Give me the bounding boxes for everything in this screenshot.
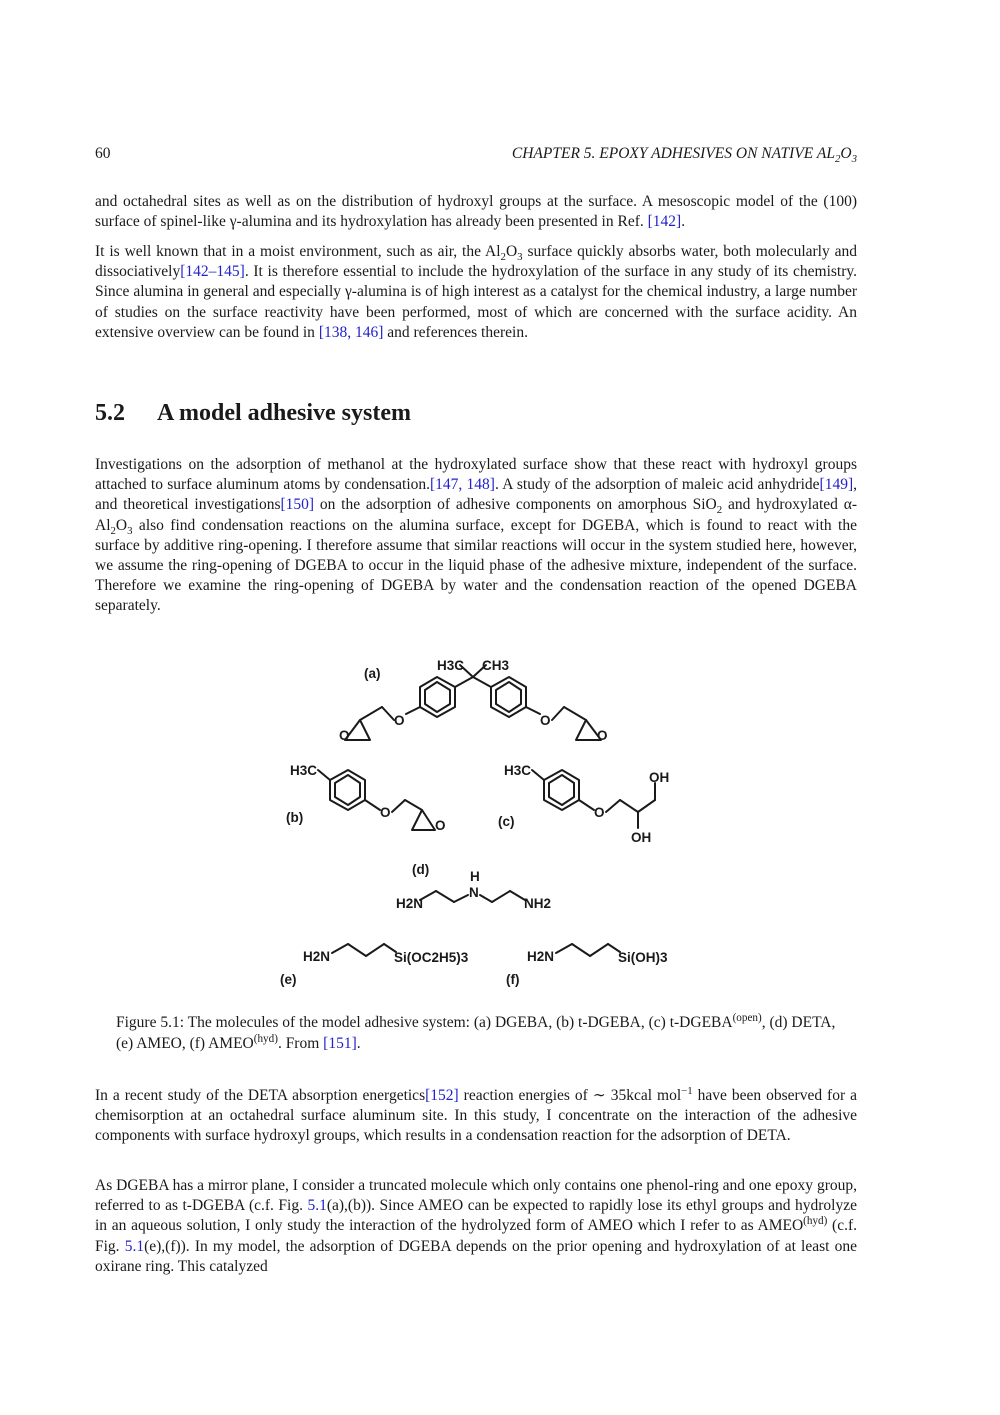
- atom-h2n: H2N: [396, 896, 424, 911]
- atom-h3c: H3C: [504, 763, 532, 778]
- section-title: A model adhesive system: [157, 400, 411, 426]
- paragraph-1: and octahedral sites as well as on the distribution of hydroxyl groups at the surface. A mesoscopic model of the (100) surface of spinel-like γ-alumina and its hydroxylation has already been presented in Ref. [142].: [95, 193, 857, 231]
- figure-reference-link[interactable]: 5.1: [307, 1197, 327, 1215]
- atom-oh: OH: [649, 770, 670, 785]
- atom-h2n: H2N: [303, 949, 331, 964]
- molecule-dgeba: [345, 665, 601, 740]
- paragraph-2: It is well known that in a moist environment, such as air, the $Al_2O_3$ surface quickly absorbs water, both molecularly and dissociatively[142–145]. It is therefore essential to include the hydroxylation of the surface in any study of its chemistry. Since alumina in general and especially γ-alumina is of high interest as a catalyst for the chemical industry, a large number of studies on the surface reactivity have been performed, most of which are concerned with the surface acidity. An extensive overview can be found in [138, 146] and references therein.: [95, 243, 857, 341]
- citation-link[interactable]: [142–145]: [180, 263, 245, 281]
- atom-o: O: [540, 713, 551, 728]
- citation-link[interactable]: [142]: [647, 213, 682, 231]
- atom-h3c: H3C: [437, 658, 465, 673]
- atom-o: O: [594, 805, 605, 820]
- paragraph-3: Investigations on the adsorption of methanol at the hydroxylated surface show that these react with hydroxyl groups attached to surface aluminum atoms by condensation.[147, 148]. A study of the adsorption of maleic acid anhydride[149], and theoretical investigations[150] on the adsorption of adhesive components on amorphous SiO$_2$ and hydroxylated $\alpha-Al_2O_3$ also find condensation reactions on the alumina surface, except for DGEBA, which is found to react with the surface by additive ring-opening. I therefore assume that similar reactions will occur in the system studied here, however, we assume the ring-opening of DGEBA to occur in the liquid phase of the adhesive mixture, independent of the surface. Therefore we examine the ring-opening of DGEBA by water and the condensation reaction of the opened DGEBA separately.: [95, 456, 857, 615]
- paragraph-5: As DGEBA has a mirror plane, I consider a truncated molecule which only contains one phenol-ring and one epoxy group, referred to as t-DGEBA (c.f. Fig. 5.1(a),(b)). Since AMEO can be expected to rapidly lose its ethyl groups and hydrolyze in an aqueous solution, I only study the interaction of the hydrolyzed form of AMEO which I refer to as $AMEO^{(hyd)}$ (c.f. Fig. 5.1(e),(f)). In my model, the adsorption of DGEBA depends on the prior opening and hydroxylation of at least one oxirane ring. This catalyzed: [95, 1177, 857, 1275]
- atom-h: H: [470, 869, 480, 884]
- atom-oh: OH: [631, 830, 652, 845]
- citation-link[interactable]: [150]: [280, 496, 315, 514]
- molecule-ameo-hyd: [556, 944, 620, 956]
- citation-link[interactable]: [138, 146]: [318, 323, 384, 341]
- figure-label-f: (f): [506, 972, 520, 987]
- atom-h3c: H3C: [290, 763, 318, 778]
- molecule-t-dgeba: [318, 770, 435, 830]
- atom-o: O: [435, 818, 446, 833]
- atom-si-oh: Si(OH)3: [618, 950, 668, 965]
- atom-h2n: H2N: [527, 949, 555, 964]
- atom-ch3: CH3: [482, 658, 510, 673]
- page-number: 60: [95, 145, 111, 162]
- atom-nh2: NH2: [524, 896, 552, 911]
- citation-link[interactable]: [151]: [323, 1034, 357, 1052]
- atom-o: O: [597, 728, 608, 743]
- section-heading: [95, 400, 411, 427]
- atom-n: N: [469, 885, 479, 900]
- citation-link[interactable]: [152]: [425, 1087, 459, 1104]
- atom-si-oet: Si(OC2H5)3: [394, 950, 469, 965]
- section-number: 5.2: [95, 400, 125, 426]
- figure-caption: Figure 5.1: The molecules of the model adhesive system: (a) DGEBA, (b) t-DGEBA, (c) $t-DGEBA^{(open)}$, (d) DETA, (e) AMEO, (f) $AMEO^{(hyd)}$. From [151].: [116, 1011, 836, 1052]
- figure-molecules: [270, 650, 690, 995]
- page-header: [95, 145, 857, 167]
- figure-label-d: (d): [412, 862, 430, 877]
- molecule-ameo: [332, 944, 396, 956]
- figure-label-a: (a): [364, 666, 381, 681]
- molecule-diagram: [270, 650, 690, 995]
- paragraph-4: In a recent study of the DETA absorption energetics[152] reaction energies of ∼ 35kcal mol$^{-1}$ have been observed for a chemisorption at an octahedral surface aluminum site. In this study, I concentrate on the interaction of the adhesive components with surface hydroxyl groups, which results in a condensation reaction for the adsorption of DETA.: [95, 1084, 857, 1145]
- citation-link[interactable]: [147, 148]: [430, 476, 495, 494]
- citation-link[interactable]: [149]: [819, 476, 854, 494]
- atom-o: O: [380, 805, 391, 820]
- running-head: CHAPTER 5. EPOXY ADHESIVES ON NATIVE $AL_2O_3$: [511, 145, 857, 166]
- figure-label-c: (c): [498, 814, 515, 829]
- atom-o: O: [394, 713, 405, 728]
- atom-o: O: [339, 728, 350, 743]
- figure-reference-link[interactable]: 5.1: [124, 1237, 145, 1255]
- figure-label-b: (b): [286, 810, 304, 825]
- figure-label-e: (e): [280, 972, 297, 987]
